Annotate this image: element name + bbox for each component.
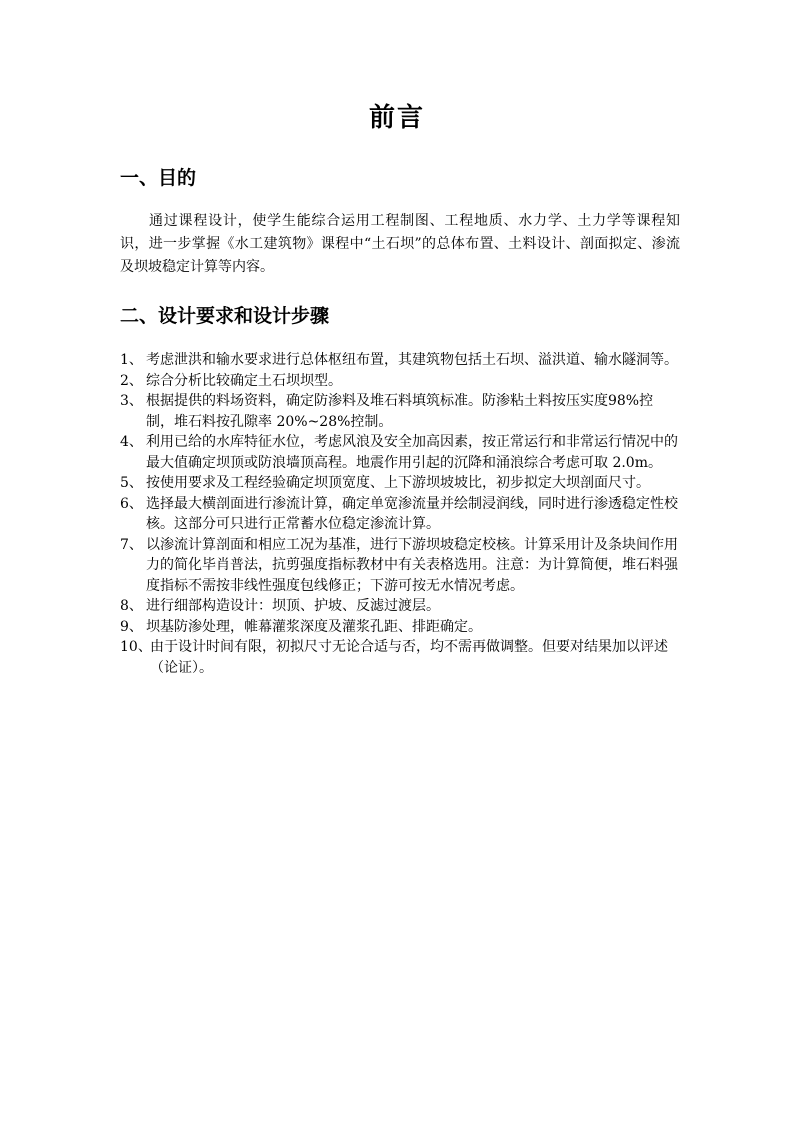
list-item — [120, 432, 680, 473]
list-item-number: 3、 — [120, 393, 143, 409]
list-item-number: 10、 — [120, 639, 152, 655]
list-item-text: 选择最大横剖面进行渗流计算，确定单宽渗流量并绘制浸润线，同时进行渗透稳定性校核。这部分可只进行正常蓄水位稳定渗流计算。 — [146, 495, 678, 532]
list-item-number: 7、 — [120, 536, 143, 553]
list-item-number: 8、 — [120, 598, 143, 614]
list-item-text: 根据提供的料场资料，确定防渗料及堆石料填筑标准。防渗粘土料按压实度98%控制，堆石料按孔隙率 20%~28%控制。 — [146, 393, 654, 430]
list-item-text: 考虑泄洪和输水要求进行总体枢纽布置，其建筑物包括土石坝、溢洪道、输水隧洞等。 — [146, 352, 678, 368]
list-item-text: 由于设计时间有限，初拟尺寸无论合适与否，均不需再做调整。但要对结果加以评述（论证）。 — [150, 639, 668, 676]
section-heading-requirements: 二、设计要求和设计步骤 — [120, 305, 330, 327]
list-item-number: 5、 — [120, 475, 143, 491]
list-item-number: 1、 — [120, 352, 143, 368]
page-title: 前言 — [368, 103, 425, 133]
list-item-number: 4、 — [120, 434, 143, 450]
list-item-text: 坝基防渗处理，帷幕灌浆深度及灌浆孔距、排距确定。 — [146, 618, 482, 635]
purpose-paragraph: 通过课程设计，使学生能综合运用工程制图、工程地质、水力学、土力学等课程知识，进一步掌握《水工建筑物》课程中“土石坝”的总体布置、土料设计、剖面拟定、渗流及坝坡稳定计算等内容。 — [120, 213, 680, 275]
list-item — [120, 617, 680, 638]
list-item — [120, 350, 680, 371]
list-item-number: 2、 — [120, 372, 143, 389]
list-item — [120, 494, 680, 535]
list-item-text: 进行细部构造设计：坝顶、护坡、反滤过渡层。 — [146, 598, 440, 614]
list-item-text: 利用已给的水库特征水位，考虑风浪及安全加高因素，按正常运行和非常运行情况中的最大值确定坝顶或防浪墙顶高程。地震作用引起的沉降和涌浪综合考虑可取 2.0m。 — [146, 434, 678, 471]
list-item — [120, 391, 680, 432]
list-item-text: 按使用要求及工程经验确定坝顶宽度、上下游坝坡坡比，初步拟定大坝剖面尺寸。 — [146, 475, 650, 491]
list-item-text: 以渗流计算剖面和相应工况为基准，进行下游坝坡稳定校核。计算采用计及条块间作用力的简化毕肖普法，抗剪强度指标教材中有关表格选用。注意：为计算简便，堆石料强度指标不需按非线性强度包线修正；下游可按无水情况考虑。 — [146, 536, 678, 594]
list-item — [120, 637, 680, 678]
list-item — [120, 596, 680, 617]
list-item — [120, 473, 680, 494]
list-item — [120, 535, 680, 597]
list-item — [120, 371, 680, 392]
section-heading-purpose: 一、目的 — [120, 167, 197, 189]
requirements-list — [120, 350, 680, 678]
list-item-number: 6、 — [120, 495, 143, 512]
list-item-number: 9、 — [120, 618, 143, 635]
list-item-text: 综合分析比较确定土石坝坝型。 — [146, 372, 342, 389]
